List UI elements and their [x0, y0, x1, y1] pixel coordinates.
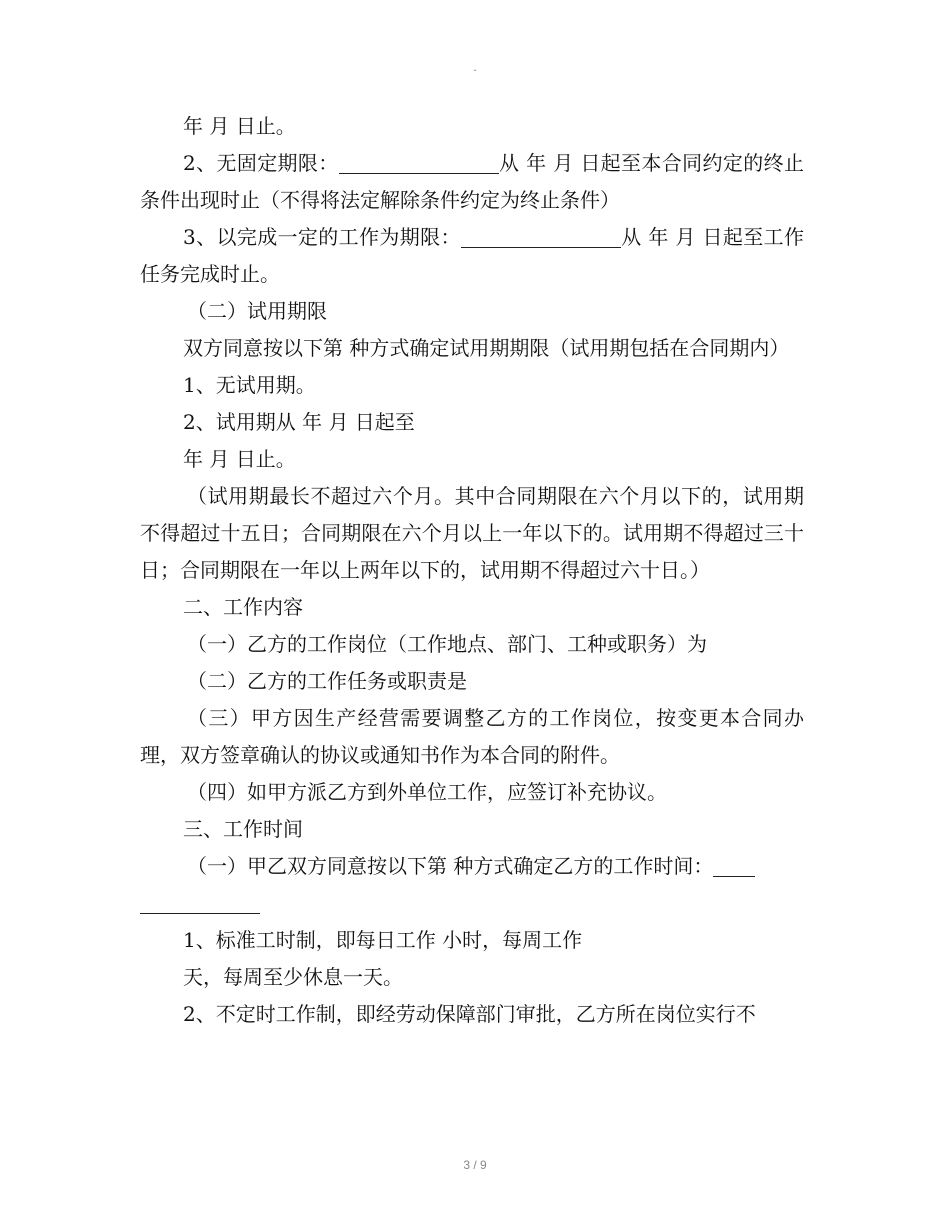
standard-hours-option: 1、标准工时制，即每日工作 小时，每周工作 — [183, 928, 583, 952]
clause-text: 从 年 月 日起至工作任务完成时止。 — [140, 225, 804, 286]
section-heading-probation: （二）试用期限 — [187, 299, 327, 323]
working-hours-method-clause — [140, 848, 804, 922]
page-header-mark: . — [473, 60, 477, 74]
probation-method-paragraph: 双方同意按以下第 种方式确定试用期期限（试用期包括在合同期内） — [183, 336, 790, 360]
task-based-term-clause — [140, 219, 804, 293]
clause-text: 从 年 月 日起至本合同约定的终止条件出现时止（不得将法定解除条件约定为终止条件） — [140, 151, 804, 212]
document-body — [140, 108, 804, 1033]
position-adjustment-clause: （三）甲方因生产经营需要调整乙方的工作岗位，按变更本合同办理，双方签章确认的协议或通知书作为本合同的附件。 — [140, 706, 804, 767]
clause-text: （一）甲乙双方同意按以下第 种方式确定乙方的工作时间： — [187, 854, 714, 878]
section-heading-work-content: 二、工作内容 — [183, 595, 303, 619]
probation-limits-note: （试用期最长不超过六个月。其中合同期限在六个月以下的，试用期不得超过十五日；合同期限在六个月以上一年以下的。试用期不得超过三十日；合同期限在一年以上两年以下的，试用期不得超过六十日。） — [140, 484, 804, 582]
clause-label: 3、以完成一定的工作为期限： — [183, 225, 461, 249]
blank-underline — [713, 856, 755, 877]
work-duties-clause: （二）乙方的工作任务或职责是 — [187, 669, 467, 693]
term-end-date-line: 年 月 日止。 — [183, 114, 296, 138]
blank-underline — [461, 227, 621, 248]
probation-end-date-line: 年 月 日止。 — [183, 447, 296, 471]
external-assignment-clause: （四）如甲方派乙方到外单位工作，应签订补充协议。 — [187, 780, 667, 804]
page-number: 3 / 9 — [463, 1158, 487, 1172]
flexible-hours-option: 2、不定时工作制，即经劳动保障部门审批，乙方所在岗位实行不 — [183, 1002, 756, 1026]
weekly-rest-line: 天，每周至少休息一天。 — [183, 965, 403, 989]
blank-underline — [140, 893, 260, 914]
work-position-clause: （一）乙方的工作岗位（工作地点、部门、工种或职务）为 — [187, 632, 707, 656]
section-heading-working-hours: 三、工作时间 — [183, 817, 303, 841]
blank-underline — [339, 153, 499, 174]
open-ended-term-clause — [140, 145, 804, 219]
no-probation-option: 1、无试用期。 — [183, 373, 316, 397]
clause-label: 2、无固定期限： — [183, 151, 339, 175]
probation-period-option: 2、试用期从 年 月 日起至 — [183, 410, 415, 434]
